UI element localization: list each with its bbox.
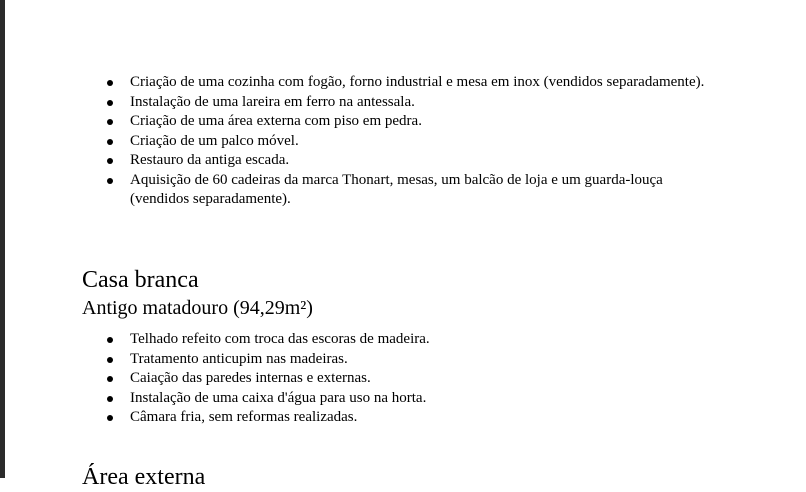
renovation-list	[5, 73, 705, 210]
bullet-icon	[107, 178, 113, 184]
bullet-icon	[107, 337, 113, 343]
section-title: Casa branca	[82, 267, 199, 293]
list-item: Criação de uma área externa com piso em pedra.	[5, 112, 705, 132]
list-item: Restauro da antiga escada.	[5, 151, 705, 171]
list-item: Instalação de uma lareira em ferro na antessala.	[5, 93, 705, 113]
list-item: Telhado refeito com troca das escoras de madeira.	[5, 330, 705, 350]
section-subtitle: Antigo matadouro (94,29m²)	[82, 297, 313, 319]
bullet-icon	[107, 119, 113, 125]
bullet-icon	[107, 80, 113, 86]
list-item: Aquisição de 60 cadeiras da marca Thonart, mesas, um balcão de loja e um guarda-louça (vendidos separadamente).	[5, 171, 705, 210]
casa-branca-list	[5, 330, 705, 428]
list-item: Criação de um palco móvel.	[5, 132, 705, 152]
bullet-icon	[107, 139, 113, 145]
list-item: Tratamento anticupim nas madeiras.	[5, 350, 705, 370]
bullet-icon	[107, 100, 113, 106]
list-item: Câmara fria, sem reformas realizadas.	[5, 408, 705, 428]
bullet-icon	[107, 357, 113, 363]
list-item: Criação de uma cozinha com fogão, forno industrial e mesa em inox (vendidos separadamente).	[5, 73, 705, 93]
list-item: Instalação de uma caixa d'água para uso na horta.	[5, 389, 705, 409]
document-page	[5, 0, 806, 490]
bullet-icon	[107, 396, 113, 402]
bullet-icon	[107, 376, 113, 382]
bullet-icon	[107, 158, 113, 164]
next-section-title: Área externa	[82, 464, 206, 490]
bullet-icon	[107, 415, 113, 421]
list-item: Caiação das paredes internas e externas.	[5, 369, 705, 389]
